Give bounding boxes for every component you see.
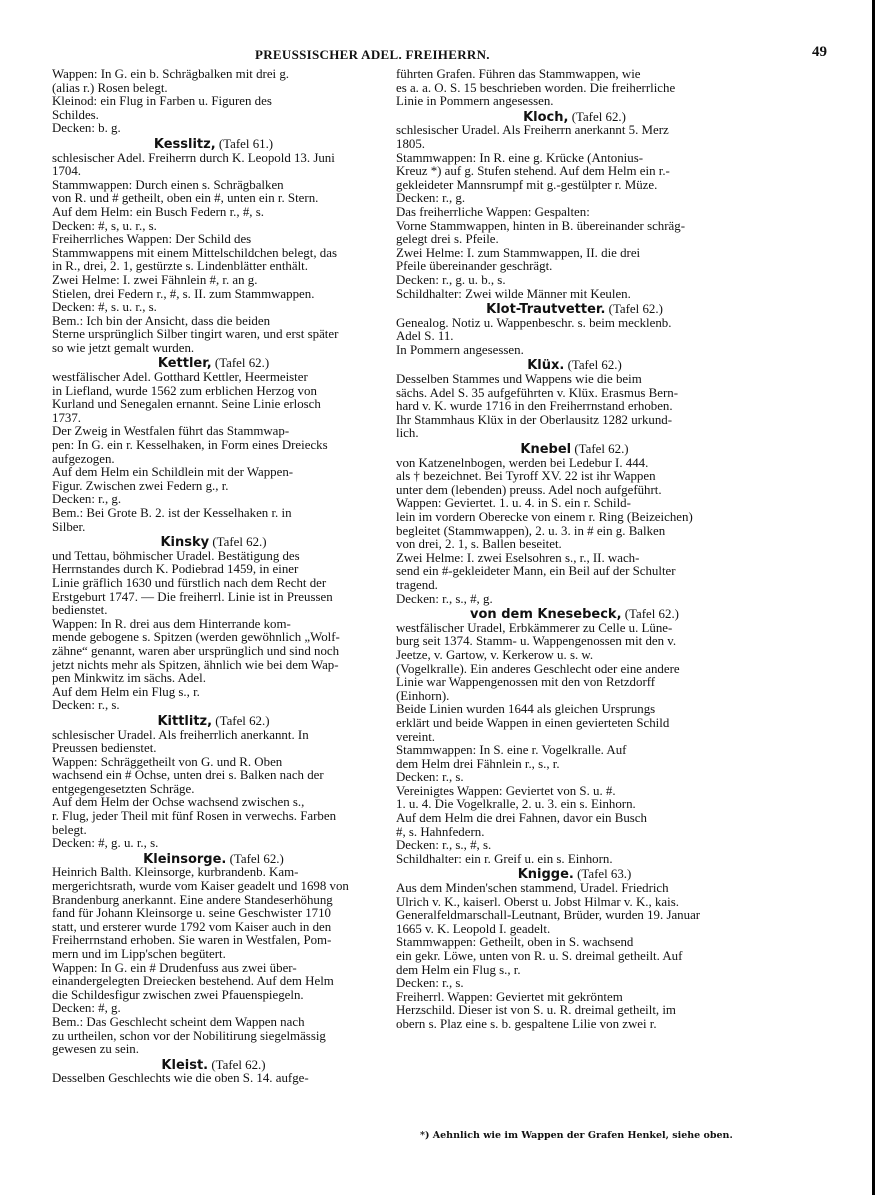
entry-heading: [396, 868, 753, 882]
text-line: Vorne Stammwappen, hinten in B. übereinander schräg-: [396, 218, 686, 233]
text-line: Preussen bedienstet.: [52, 741, 157, 756]
text-line: Wappen: Geviertet. 1. u. 4. in S. ein r. Schild-: [396, 496, 631, 511]
entry-heading: [52, 138, 375, 152]
entry-name: Kinsky: [160, 535, 210, 551]
tafel-reference: (Tafel 62.): [229, 851, 284, 866]
entry-heading: [396, 443, 753, 457]
text-line: gelegt drei s. Pfeile.: [396, 232, 499, 247]
right-column: [396, 68, 753, 1032]
entry-name: Kleinsorge.: [143, 851, 227, 867]
tafel-reference: (Tafel 63.): [577, 867, 632, 882]
entry-name: von dem Knesebeck,: [470, 607, 622, 623]
entry-name: Knigge.: [517, 867, 574, 883]
left-column: [52, 68, 375, 1086]
text-line: Pfeile übereinander geschrägt.: [396, 259, 553, 274]
text-line: Zwei Helme: I. zum Stammwappen, II. die drei: [396, 245, 641, 260]
text-line: ein gekr. Löwe, unten von R. u. S. dreimal getheilt. Auf: [396, 949, 683, 963]
tafel-reference: (Tafel 62.): [567, 358, 622, 373]
text-line: tragend.: [396, 577, 438, 592]
text-line: 1805.: [396, 136, 426, 151]
text-line: Linie war Wappengenossen mit den von Retzdorff: [396, 675, 656, 690]
text-line: zähne“ genannt, waren aber ursprünglich und sind noch: [52, 643, 340, 658]
text-line: 1665 v. K. Leopold I. geadelt.: [396, 921, 551, 936]
text-line: Adel S. 11.: [396, 329, 454, 344]
running-header: PREUSSISCHER ADEL. FREIHERRN.: [255, 47, 490, 62]
text-line: Schildhalter: Zwei wilde Männer mit Keulen.: [396, 286, 631, 301]
entry-name: Klot-Trautvetter.: [486, 302, 606, 318]
text-line: Jeetze, v. Gartow, v. Kerkerow u. s. w.: [396, 647, 594, 662]
text-line: von drei, 2. 1, s. Ballen beseitet.: [396, 537, 562, 552]
text-line: Decken: r., g.: [396, 191, 466, 206]
text-line: Heinrich Balth. Kleinsorge, kurbrandenb. Kam-: [52, 865, 299, 880]
text-line: Bem.: Bei Grote B. 2. ist der Kesselhaken r. in: [52, 506, 292, 520]
text-line: Figur. Zwischen zwei Federn g., r.: [52, 478, 229, 493]
text-line: Linie in Pommern angesessen.: [396, 94, 554, 109]
text-line: Zwei Helme: I. zwei Eselsohren s., r., II. wach-: [396, 550, 640, 565]
text-line: Brandenburg anerkannt. Eine andere Standeserhöhung: [52, 892, 333, 907]
text-line: Herrnstandes durch K. Podiebrad 1459, in einer: [52, 562, 299, 577]
text-line: pen Minkwitz im sächs. Adel.: [52, 671, 206, 686]
text-line: Wappen: Schräggetheilt von G. und R. Oben: [52, 754, 283, 769]
entry-name: Kettler,: [157, 356, 212, 372]
text-line: erklärt und beide Wappen in einen gevierteten Schild: [396, 715, 670, 730]
text-line: Decken: r., s.: [52, 698, 120, 713]
text-line: #, s. Hahnfedern.: [396, 824, 485, 839]
text-line: Ulrich v. K., kaiserl. Oberst u. Jobst Hilmar v. K., kais.: [396, 894, 679, 909]
text-line: Kleinod: ein Flug in Farben u. Figuren des: [52, 94, 272, 109]
text-line: statt, und ersterer wurde 1792 vom Kaiser auch in den: [52, 919, 332, 934]
entry-heading: [396, 608, 753, 622]
entry-heading: [52, 715, 375, 729]
text-line: sächs. Adel S. 35 aufgeführten v. Klüx. Erasmus Bern-: [396, 385, 678, 400]
text-line: Freiherrl. Wappen: Geviertet mit gekröntem: [396, 989, 623, 1004]
text-line: so wie jetzt gemalt wurden.: [52, 340, 195, 355]
text-line: westfälischer Adel. Gotthard Kettler, Heermeister: [52, 370, 308, 385]
text-line: Auf dem Helm die drei Fahnen, davor ein Busch: [396, 811, 647, 826]
text-line: schlesischer Uradel. Als freiherrlich anerkannt. In: [52, 727, 309, 742]
text-line: Bem.: Das Geschlecht scheint dem Wappen nach: [52, 1014, 305, 1029]
text-line: es a. a. O. S. 15 beschrieben worden. Die freiherrliche: [396, 80, 676, 95]
entry-name: Kloch,: [523, 109, 569, 125]
text-line: Kurland und Senegalen ernannt. Seine Linie erlosch: [52, 397, 321, 412]
tafel-reference: (Tafel 62.): [574, 442, 629, 457]
text-line: begleitet (Stammwappen), 2. u. 3. in # ein g. Balken: [396, 523, 666, 538]
text-line: mergerichtsrath, wurde vom Kaiser geadelt und 1698 von: [52, 879, 349, 894]
tafel-reference: (Tafel 62.): [608, 302, 663, 317]
entry-heading: [396, 111, 753, 125]
entry-name: Kleist.: [161, 1057, 209, 1073]
tafel-reference: (Tafel 62.): [571, 109, 626, 124]
text-line: Auf dem Helm ein Flug s., r.: [52, 684, 200, 699]
text-line: hard v. K. wurde 1716 in den Freiherrnstand erhoben.: [396, 399, 673, 414]
text-line: (Vogelkralle). Ein anderes Geschlecht oder eine andere: [396, 661, 680, 676]
text-line: Auf dem Helm: ein Busch Federn r., #, s.: [52, 204, 264, 219]
text-line: einandergelegten Dreiecken bestehend. Auf dem Helm: [52, 974, 334, 989]
text-line: als † bezeichnet. Bei Tyroff XV. 22 ist ihr Wappen: [396, 469, 656, 484]
text-line: 1704.: [52, 164, 82, 179]
text-line: Kreuz *) auf g. Stufen stehend. Auf dem Helm ein r.-: [396, 164, 670, 179]
text-line: Auf dem Helm der Ochse wachsend zwischen s.,: [52, 795, 305, 810]
text-line: mende gebogene s. Spitzen (werden gewöhnlich „Wolf-: [52, 630, 340, 645]
text-line: von R. und # getheilt, oben ein #, unten ein r. Stern.: [52, 191, 319, 206]
text-line: Vereinigtes Wappen: Geviertet von S. u. #.: [396, 783, 616, 798]
text-line: Schildhalter: ein r. Greif u. ein s. Einhorn.: [396, 851, 613, 866]
text-line: schlesischer Uradel. Als Freiherrn anerkannt 5. Merz: [396, 123, 669, 138]
text-line: Sterne ursprünglich Silber tingirt waren, und erst später: [52, 327, 339, 342]
entry-name: Knebel: [520, 442, 572, 458]
text-line: Linie gräflich 1630 und fürstlich nach dem Recht der: [52, 575, 327, 590]
text-line: r. Flug, jeder Theil mit fünf Rosen in verwechs. Farben: [52, 809, 337, 824]
tafel-reference: (Tafel 62.): [214, 356, 270, 371]
text-line: (Einhorn).: [396, 688, 450, 703]
entry-heading: [52, 1059, 375, 1073]
entry-heading: [52, 853, 375, 867]
text-line: westfälischer Uradel, Erbkämmerer zu Celle u. Lüne-: [396, 620, 673, 635]
text-line: In Pommern angesessen.: [396, 342, 524, 357]
tafel-reference: (Tafel 62.): [215, 713, 270, 728]
text-line: wachsend ein # Ochse, unten drei s. Balken nach der: [52, 768, 324, 783]
footnote: *) Aehnlich wie im Wappen der Grafen Henkel, siehe oben.: [420, 1130, 733, 1141]
text-line: 1737.: [52, 410, 82, 425]
text-line: Decken: #, g.: [52, 1001, 121, 1016]
text-line: mern und im Lipp'schen begütert.: [52, 947, 226, 961]
text-line: vereint.: [396, 729, 436, 744]
text-line: send ein #-gekleideter Mann, ein Beil auf der Schulter: [396, 564, 676, 579]
entry-heading: [396, 359, 753, 373]
text-line: Stammwappens mit einem Mittelschildchen belegt, das: [52, 245, 337, 260]
text-line: entgegengesetzten Schräge.: [52, 781, 195, 796]
tafel-reference: (Tafel 61.): [218, 136, 274, 151]
tafel-reference: (Tafel 62.): [211, 1057, 266, 1072]
text-line: Erstgeburt 1747. — Die freiherrl. Linie ist in Preussen: [52, 589, 333, 604]
text-line: Stammwappen: In R. eine g. Krücke (Antonius-: [396, 150, 644, 165]
text-line: Wappen: In G. ein b. Schrägbalken mit drei g.: [52, 67, 290, 81]
text-line: unter dem (lebenden) preuss. Adel noch aufgeführt.: [396, 482, 662, 497]
text-line: Desselben Stammes und Wappens wie die beim: [396, 372, 642, 387]
tafel-reference: (Tafel 62.): [624, 607, 679, 622]
text-line: lein im vordern Oberecke von einem r. Ring (Beizeichen): [396, 510, 693, 524]
text-line: in Liefland, wurde 1562 zum erblichen Herzog von: [52, 383, 317, 398]
text-line: Beide Linien wurden 1644 als gleichen Ursprungs: [396, 702, 656, 717]
text-line: zu urtheilen, schon vor der Nobilitirung siegelmässig: [52, 1028, 326, 1043]
text-line: und Tettau, böhmischer Uradel. Bestätigung des: [52, 548, 300, 563]
entry-name: Klüx.: [527, 358, 565, 374]
text-line: Wappen: In R. drei aus dem Hinterrande kom-: [52, 616, 291, 631]
entry-heading: [52, 536, 375, 550]
entry-name: Kesslitz,: [153, 136, 216, 152]
text-line: Bem.: Ich bin der Ansicht, dass die beiden: [52, 313, 271, 328]
text-line: Freiherrliches Wappen: Der Schild des: [52, 232, 252, 247]
text-line: aufgezogen.: [52, 451, 115, 466]
entry-name: Kittlitz,: [157, 713, 213, 729]
text-line: Decken: #, s. u. r., s.: [52, 300, 157, 315]
entry-heading: [52, 357, 375, 371]
text-line: Decken: b. g.: [52, 121, 121, 136]
text-line: bedienstet.: [52, 603, 108, 618]
text-line: lich.: [396, 426, 419, 441]
text-line: Herzschild. Dieser ist von S. u. R. dreimal getheilt, im: [396, 1003, 676, 1018]
text-line: obern s. Plaz eine s. b. gespaltene Lilie von zwei r.: [396, 1016, 657, 1031]
text-line: Auf dem Helm ein Schildlein mit der Wappen-: [52, 465, 294, 480]
text-line: Decken: r., s., #, s.: [396, 838, 492, 853]
text-line: die Schildesfigur zwischen zwei Pfauenspiegeln.: [52, 987, 304, 1002]
text-line: Generalfeldmarschall-Leutnant, Brüder, wurden 19. Januar: [396, 908, 701, 923]
text-line: belegt.: [52, 822, 87, 837]
text-line: Stammwappen: Durch einen s. Schrägbalken: [52, 177, 284, 192]
tafel-reference: (Tafel 62.): [212, 535, 267, 550]
text-line: Das freiherrliche Wappen: Gespalten:: [396, 204, 590, 219]
text-line: Decken: r., s., #, g.: [396, 591, 493, 606]
text-line: Decken: r., s.: [396, 976, 464, 991]
text-line: Freiherrnstand erhoben. Sie waren in Westfalen, Pom-: [52, 933, 332, 948]
text-line: Aus dem Minden'schen stammend, Uradel. Friedrich: [396, 881, 669, 896]
text-line: Stammwappen: In S. eine r. Vogelkralle. Auf: [396, 743, 627, 758]
text-line: Der Zweig in Westfalen führt das Stammwap-: [52, 424, 290, 439]
text-line: burg seit 1374. Stamm- u. Wappengenossen mit den v.: [396, 634, 677, 649]
page-number: 49: [812, 44, 827, 60]
text-line: Decken: r., g.: [52, 492, 122, 507]
text-line: Decken: r., g. u. b., s.: [396, 272, 506, 287]
text-line: gekleideter Mannsrumpf mit g.-gestülpter r. Müze.: [396, 177, 658, 192]
text-line: Decken: #, s, u. r., s.: [52, 218, 157, 233]
text-line: jetzt nichts mehr als Spitzen, ähnlich wie bei dem Wap-: [52, 657, 339, 672]
text-line: Decken: r., s.: [396, 770, 464, 785]
text-line: Silber.: [52, 519, 86, 534]
text-line: 1. u. 4. Die Vogelkralle, 2. u. 3. ein s. Einhorn.: [396, 797, 636, 812]
text-line: dem Helm drei Fähnlein r., s., r.: [396, 756, 560, 771]
text-line: (alias r.) Rosen belegt.: [52, 80, 168, 95]
text-line: schlesischer Adel. Freiherrn durch K. Leopold 13. Juni: [52, 150, 335, 165]
text-line: Desselben Geschlechts wie die oben S. 14. aufge-: [52, 1071, 309, 1086]
text-line: führten Grafen. Führen das Stammwappen, wie: [396, 67, 641, 81]
text-line: Stammwappen: Getheilt, oben in S. wachsend: [396, 935, 634, 950]
text-line: dem Helm ein Flug s., r.: [396, 962, 521, 977]
text-line: von Katzenelnbogen, werden bei Ledebur I. 444.: [396, 455, 649, 470]
text-line: in R., drei, 2. 1, gestürzte s. Lindenblätter enthält.: [52, 259, 308, 274]
text-line: Stielen, drei Federn r., #, s. II. zum Stammwappen.: [52, 286, 315, 301]
text-line: Zwei Helme: I. zwei Fähnlein #, r. an g.: [52, 272, 258, 287]
text-line: Decken: #, g. u. r., s.: [52, 836, 159, 851]
entry-heading: [396, 303, 753, 317]
text-line: Wappen: In G. ein # Drudenfuss aus zwei über-: [52, 960, 297, 975]
text-line: Schildes.: [52, 107, 99, 122]
text-line: gewesen zu sein.: [52, 1042, 139, 1057]
text-line: pen: In G. ein r. Kesselhaken, in Form eines Dreiecks: [52, 438, 328, 453]
text-line: Genealog. Notiz u. Wappenbeschr. s. beim mecklenb.: [396, 315, 672, 330]
text-line: Ihr Stammhaus Klüx in der Oberlausitz 1282 urkund-: [396, 412, 673, 427]
text-line: fand für Johann Kleinsorge u. seine Geschwister 1710: [52, 906, 331, 921]
